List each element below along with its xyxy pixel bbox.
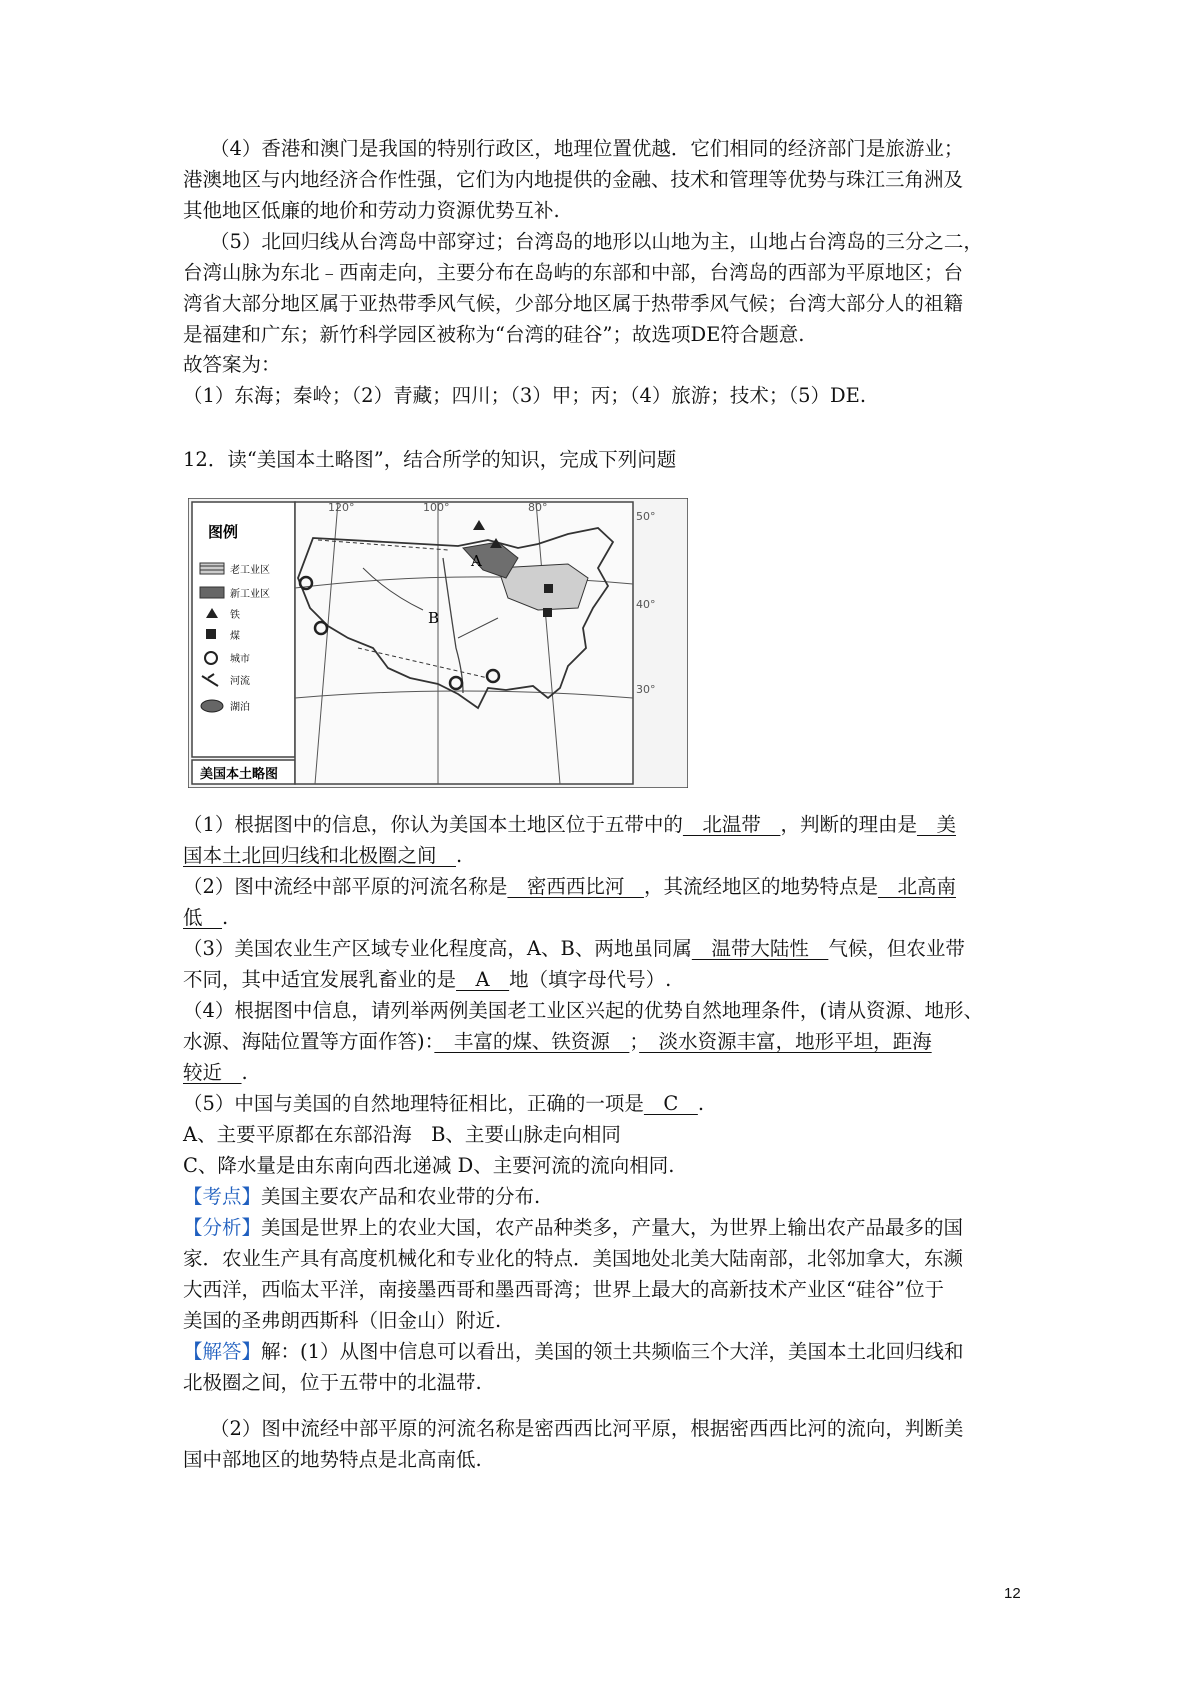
question-5-options-ab: A、主要平原都在东部沿海 B、主要山脉走向相同 [183, 1123, 621, 1146]
legend-title: 图例 [208, 523, 239, 541]
fenxi: 【分析】美国是世界上的农业大国，农产品种类多，产量大，为世界上输出农产品最多的国 [183, 1216, 964, 1239]
lon-label: 120° [328, 501, 355, 514]
text-line: 大西洋，西临太平洋，南接墨西哥和墨西哥湾；世界上最大的高新技术产业区“硅谷”位于 [183, 1278, 944, 1301]
question-5-options-cd: C、降水量是由东南向西北递减 D、主要河流的流向相同. [183, 1154, 675, 1177]
map-caption: 美国本土略图 [200, 767, 279, 782]
text-line: 美国的圣弗朗西斯科（旧金山）附近. [183, 1309, 502, 1332]
text-line: 国中部地区的地势特点是北高南低. [183, 1448, 482, 1471]
text-line: 港澳地区与内地经济合作性强，它们为内地提供的金融、技术和管理等优势与珠江三角洲及 [183, 168, 964, 191]
question-4-cont: 水源、海陆位置等方面作答)： 丰富的煤、铁资源 ； 淡水资源丰富，地形平坦，距海 [183, 1030, 932, 1053]
question-2-cont: 低 . [183, 906, 229, 929]
text-line: 北极圈之间，位于五带中的北温带. [183, 1371, 482, 1394]
answer-blank: 低 [183, 906, 223, 929]
legend-label: 新工业区 [230, 589, 270, 600]
question-4: （4）根据图中信息，请列举两例美国老工业区兴起的优势自然地理条件，(请从资源、地形、 [183, 999, 984, 1022]
answer-line: （1）东海；秦岭；（2）青藏；四川；（3）甲；丙；（4）旅游；技术；（5）DE. [183, 384, 867, 407]
lake-icon [201, 700, 223, 712]
question-5: （5）中国与美国的自然地理特征相比，正确的一项是 C . [183, 1092, 705, 1115]
kaodian-tag: 【考点】 [183, 1185, 262, 1208]
map-point-b: B [428, 609, 440, 627]
lat-label: 40° [636, 598, 656, 611]
kaodian: 【考点】美国主要农产品和农业带的分布. [183, 1185, 541, 1208]
coal-marker [543, 608, 552, 617]
legend-label: 铁 [230, 610, 240, 621]
jieda: 【解答】解：(1）从图中信息可以看出，美国的领土共频临三个大洋，美国本土北回归线和 [183, 1340, 964, 1363]
answer-blank: 温带大陆性 [691, 937, 829, 960]
text-line: （5）北回归线从台湾岛中部穿过；台湾岛的地形以山地为主，山地占台湾岛的三分之二， [210, 230, 983, 253]
map-point-a: A [471, 552, 482, 570]
question-3-cont: 不同，其中适宜发展乳畜业的是 A 地（填字母代号）. [183, 968, 672, 991]
question-2: （2）图中流经中部平原的河流名称是 密西西比河 ，其流经地区的地势特点是 北高南 [183, 875, 956, 898]
usa-map-figure [188, 498, 688, 788]
text-line: 是福建和广东；新竹科学园区被称为“台湾的硅谷”；故选项DE符合题意. [183, 323, 805, 346]
question-1: （1）根据图中的信息，你认为美国本土地区位于五带中的 北温带 ，判断的理由是 美 [183, 813, 956, 836]
legend-label: 河流 [230, 676, 250, 687]
coal-icon [206, 629, 216, 639]
question-title: 12．读“美国本土略图”，结合所学的知识，完成下列问题 [183, 448, 677, 471]
text-line: 湾省大部分地区属于亚热带季风气候，少部分地区属于热带季风气候；台湾大部分人的祖籍 [183, 292, 964, 315]
text-line: 其他地区低廉的地价和劳动力资源优势互补. [183, 199, 560, 222]
text-line: （4）香港和澳门是我国的特别行政区，地理位置优越．它们相同的经济部门是旅游业； [210, 137, 964, 160]
coal-marker [544, 584, 553, 593]
answer-blank: 北温带 [682, 813, 781, 836]
answer-blank: 国本土北回归线和北极圈之间 [183, 844, 457, 867]
fenxi-tag: 【分析】 [183, 1216, 262, 1239]
text-line: 台湾山脉为东北﹣西南走向，主要分布在岛屿的东部和中部，台湾岛的西部为平原地区；台 [183, 261, 964, 284]
answer-blank: 美 [916, 813, 956, 836]
answer-blank: C [643, 1092, 698, 1115]
answer-blank: 密西西比河 [507, 875, 644, 898]
lon-label: 100° [423, 501, 450, 514]
legend-label: 煤 [230, 631, 240, 642]
answer-blank: 丰富的煤、铁资源 [434, 1030, 630, 1053]
text-line: （2）图中流经中部平原的河流名称是密西西比河平原，根据密西西比河的流向，判断美 [210, 1417, 964, 1440]
lat-label: 50° [636, 510, 656, 523]
question-4-cont2: 较近 . [183, 1061, 248, 1084]
answer-blank: A [456, 968, 510, 991]
legend-label: 老工业区 [230, 565, 270, 576]
question-1-cont: 国本土北回归线和北极圈之间 . [183, 844, 463, 867]
text-line: 家．农业生产具有高度机械化和专业化的特点．美国地处北美大陆南部，北邻加拿大，东濒 [183, 1247, 964, 1270]
answer-blank: 北高南 [877, 875, 956, 898]
lon-label: 80° [528, 501, 548, 514]
page-number: 12 [1004, 1585, 1021, 1602]
answer-intro: 故答案为： [183, 353, 281, 376]
answer-blank: 淡水资源丰富，地形平坦，距海 [639, 1030, 932, 1053]
answer-blank: 较近 [183, 1061, 242, 1084]
legend-label: 湖泊 [230, 702, 250, 713]
lat-label: 30° [636, 683, 656, 696]
legend-label: 城市 [230, 654, 250, 665]
jieda-tag: 【解答】 [183, 1340, 262, 1363]
question-3: （3）美国农业生产区域专业化程度高，A、B、两地虽同属 温带大陆性 气候，但农业带 [183, 937, 965, 960]
